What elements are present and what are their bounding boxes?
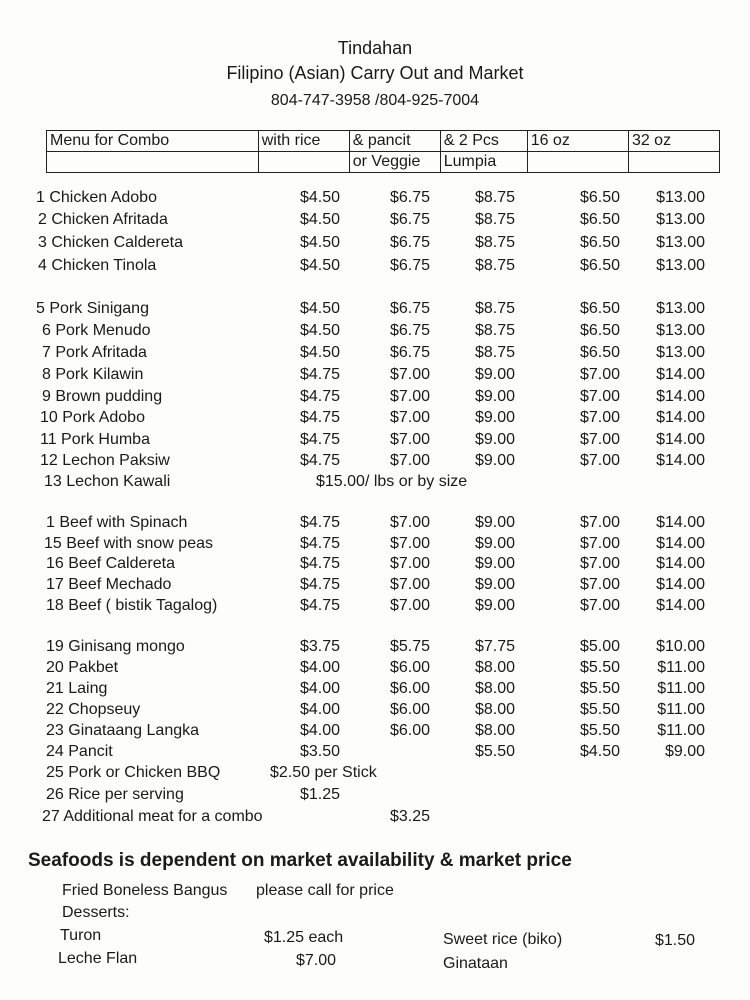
menu-row [0,764,750,786]
menu-row [0,300,750,322]
col-16oz-sub [527,152,628,173]
price-lumpia: $9.00 [474,409,515,426]
price-oz32: $14.00 [656,431,705,448]
menu-item-label: 26 Rice per serving [46,786,184,803]
menu-row [0,576,750,598]
price-rice: $4.00 [299,659,340,676]
price-oz16: $5.00 [579,638,620,655]
menu-row [0,211,750,233]
ginataan-item: Ginataan [443,955,508,972]
price-oz16: $7.00 [579,388,620,405]
price-rice: $4.50 [299,322,340,339]
price-pancit: $7.00 [389,366,430,383]
menu-item-label: 8 Pork Kilawin [42,366,144,383]
price-lumpia: $8.75 [474,189,515,206]
price-note: $15.00/ lbs or by size [316,473,468,490]
price-pancit: $7.00 [389,431,430,448]
price-lumpia: $8.75 [474,211,515,228]
price-pancit: $6.00 [389,701,430,718]
menu-item-label: 9 Brown pudding [42,388,163,405]
menu-row [0,344,750,366]
price-oz16: $7.00 [579,431,620,448]
price-oz32: $13.00 [656,300,705,317]
menu-row [0,431,750,453]
seafood-notice: Seafoods is dependent on market availability & market price [28,850,572,871]
col-menu-header: Menu for Combo [47,131,259,152]
price-note: $2.50 per Stick [270,764,377,781]
menu-item-label: 27 Additional meat for a combo [42,808,263,825]
menu-row [0,680,750,702]
col-pancit-header: & pancit [349,131,440,152]
menu-item-label: 16 Beef Caldereta [46,555,175,572]
menu-row [0,597,750,619]
price-lumpia: $9.00 [474,431,515,448]
price-pancit: $6.75 [389,344,430,361]
turon-price: $1.25 each [264,929,344,946]
price-pancit: $6.75 [389,300,430,317]
menu-item-label: 18 Beef ( bistik Tagalog) [46,597,218,614]
menu-item-label: 23 Ginataang Langka [46,722,200,739]
menu-item-label: 19 Ginisang mongo [46,638,185,655]
menu-item-label: 22 Chopseuy [46,701,141,718]
price-oz16: $6.50 [579,234,620,251]
price-rice: $3.75 [299,638,340,655]
biko-item: Sweet rice (biko) [443,931,563,948]
col-pancit-sub: or Veggie [349,152,440,173]
price-lumpia: $9.00 [474,555,515,572]
menu-header-table [46,130,720,173]
price-rice: $4.50 [299,189,340,206]
menu-row [0,701,750,723]
price-oz16: $6.50 [579,189,620,206]
menu-item-label: 6 Pork Menudo [42,322,151,339]
menu-item-label: 1 Chicken Adobo [36,189,157,206]
price-pancit: $7.00 [389,452,430,469]
menu-item-label: 4 Chicken Tinola [38,257,157,274]
price-oz32: $11.00 [657,680,705,697]
price-rice: $1.25 [299,786,340,803]
price-lumpia: $9.00 [474,576,515,593]
price-oz32: $14.00 [656,366,705,383]
desserts-heading: Desserts: [62,904,130,921]
price-oz32: $14.00 [656,576,705,593]
leche-flan-item: Leche Flan [58,950,138,967]
col-32oz-sub [628,152,719,173]
menu-item-label: 24 Pancit [46,743,113,760]
price-rice: $4.00 [299,701,340,718]
price-lumpia: $9.00 [474,597,515,614]
menu-row [0,189,750,211]
menu-row [0,388,750,410]
col-rice-header: with rice [258,131,349,152]
menu-row [0,535,750,557]
menu-row [0,366,750,388]
price-pancit: $6.00 [389,659,430,676]
menu-row [0,808,750,830]
price-oz32: $14.00 [656,597,705,614]
price-oz32: $11.00 [657,722,705,739]
col-16oz-header: 16 oz [527,131,628,152]
price-lumpia: $8.75 [474,344,515,361]
price-lumpia: $9.00 [474,388,515,405]
price-pancit: $7.00 [389,555,430,572]
price-lumpia: $9.00 [474,366,515,383]
price-oz32: $11.00 [657,659,705,676]
price-oz32: $10.00 [656,638,705,655]
price-oz16: $6.50 [579,300,620,317]
price-pancit: $6.75 [389,257,430,274]
menu-item-label: 17 Beef Mechado [46,576,172,593]
price-lumpia: $8.75 [474,300,515,317]
menu-item-label: 12 Lechon Paksiw [40,452,170,469]
price-pancit: $3.25 [389,808,430,825]
price-rice: $4.50 [299,257,340,274]
price-oz16: $4.50 [579,743,620,760]
price-oz16: $5.50 [579,722,620,739]
price-oz32: $14.00 [656,452,705,469]
price-rice: $4.75 [299,576,340,593]
menu-row [0,257,750,279]
price-pancit: $6.00 [389,680,430,697]
price-oz16: $6.50 [579,322,620,339]
price-oz32: $14.00 [656,514,705,531]
price-lumpia: $8.00 [474,701,515,718]
menu-item-label: 15 Beef with snow peas [44,535,213,552]
menu-item-label: 21 Laing [46,680,108,697]
price-oz32: $14.00 [656,388,705,405]
phone-numbers: 804-747-3958 /804-925-7004 [270,92,480,109]
price-rice: $4.50 [299,211,340,228]
price-pancit: $7.00 [389,535,430,552]
price-lumpia: $8.00 [474,680,515,697]
price-lumpia: $9.00 [474,535,515,552]
price-rice: $4.75 [299,535,340,552]
col-32oz-header: 32 oz [628,131,719,152]
menu-row [0,409,750,431]
bangus-item: Fried Boneless Bangus [62,882,228,899]
price-lumpia: $9.00 [474,452,515,469]
menu-item-label: 7 Pork Afritada [42,344,147,361]
menu-row [0,786,750,808]
price-lumpia: $8.75 [474,234,515,251]
price-lumpia: $8.00 [474,659,515,676]
price-oz16: $6.50 [579,211,620,228]
store-subtitle: Filipino (Asian) Carry Out and Market [226,63,524,83]
price-oz32: $14.00 [656,555,705,572]
price-rice: $3.50 [299,743,340,760]
price-oz32: $13.00 [656,322,705,339]
price-lumpia: $8.00 [474,722,515,739]
price-oz16: $7.00 [579,366,620,383]
leche-flan-price: $7.00 [296,952,337,969]
price-rice: $4.00 [299,680,340,697]
price-rice: $4.75 [299,409,340,426]
price-rice: $4.75 [299,431,340,448]
price-rice: $4.75 [299,597,340,614]
price-oz16: $6.50 [579,344,620,361]
menu-row [0,452,750,474]
price-lumpia: $7.75 [474,638,515,655]
price-oz16: $6.50 [579,257,620,274]
price-lumpia: $8.75 [474,322,515,339]
price-rice: $4.50 [299,300,340,317]
price-oz32: $11.00 [657,701,705,718]
price-rice: $4.75 [299,452,340,469]
price-oz16: $7.00 [579,555,620,572]
price-oz32: $13.00 [656,211,705,228]
price-oz32: $9.00 [664,743,705,760]
price-pancit: $5.75 [389,638,430,655]
price-rice: $4.50 [299,344,340,361]
price-oz16: $7.00 [579,409,620,426]
store-name: Tindahan [337,38,413,58]
menu-item-label: 1 Beef with Spinach [46,514,188,531]
menu-item-label: 11 Pork Humba [40,431,150,448]
price-rice: $4.75 [299,366,340,383]
price-pancit: $7.00 [389,514,430,531]
menu-item-label: 2 Chicken Afritada [38,211,168,228]
menu-row [0,743,750,765]
menu-item-label: 20 Pakbet [46,659,119,676]
menu-row [0,322,750,344]
price-lumpia: $9.00 [474,514,515,531]
menu-row [0,234,750,256]
biko-price: $1.50 [655,932,696,949]
price-oz16: $7.00 [579,514,620,531]
price-pancit: $7.00 [389,576,430,593]
price-rice: $4.75 [299,514,340,531]
price-pancit: $7.00 [389,388,430,405]
menu-item-label: 13 Lechon Kawali [44,473,171,490]
price-rice: $4.75 [299,555,340,572]
col-lumpia-sub: Lumpia [440,152,527,173]
menu-row [0,514,750,536]
menu-row [0,722,750,744]
col-menu-sub [47,152,259,173]
menu-item-label: 10 Pork Adobo [40,409,145,426]
price-oz32: $13.00 [656,234,705,251]
price-oz32: $13.00 [656,189,705,206]
menu-item-label: 3 Chicken Caldereta [38,234,183,251]
menu-row [0,555,750,577]
price-oz16: $5.50 [579,701,620,718]
col-rice-sub [258,152,349,173]
price-oz32: $13.00 [656,344,705,361]
price-rice: $4.00 [299,722,340,739]
price-oz16: $7.00 [579,576,620,593]
price-oz32: $14.00 [656,409,705,426]
price-pancit: $6.75 [389,211,430,228]
price-oz16: $7.00 [579,597,620,614]
price-oz16: $7.00 [579,535,620,552]
menu-item-label: 25 Pork or Chicken BBQ [46,764,221,781]
price-lumpia: $8.75 [474,257,515,274]
price-oz16: $5.50 [579,680,620,697]
menu-row [0,659,750,681]
price-oz16: $5.50 [579,659,620,676]
menu-row [0,638,750,660]
bangus-price: please call for price [256,882,394,899]
price-rice: $4.50 [299,234,340,251]
turon-item: Turon [60,927,102,944]
price-pancit: $6.75 [389,234,430,251]
menu-item-label: 5 Pork Sinigang [36,300,149,317]
price-pancit: $7.00 [389,409,430,426]
price-lumpia: $5.50 [474,743,515,760]
price-pancit: $7.00 [389,597,430,614]
price-pancit: $6.75 [389,322,430,339]
price-oz32: $13.00 [656,257,705,274]
col-lumpia-header: & 2 Pcs [440,131,527,152]
price-pancit: $6.75 [389,189,430,206]
menu-row [0,473,750,495]
price-pancit: $6.00 [389,722,430,739]
price-oz32: $14.00 [656,535,705,552]
price-rice: $4.75 [299,388,340,405]
price-oz16: $7.00 [579,452,620,469]
